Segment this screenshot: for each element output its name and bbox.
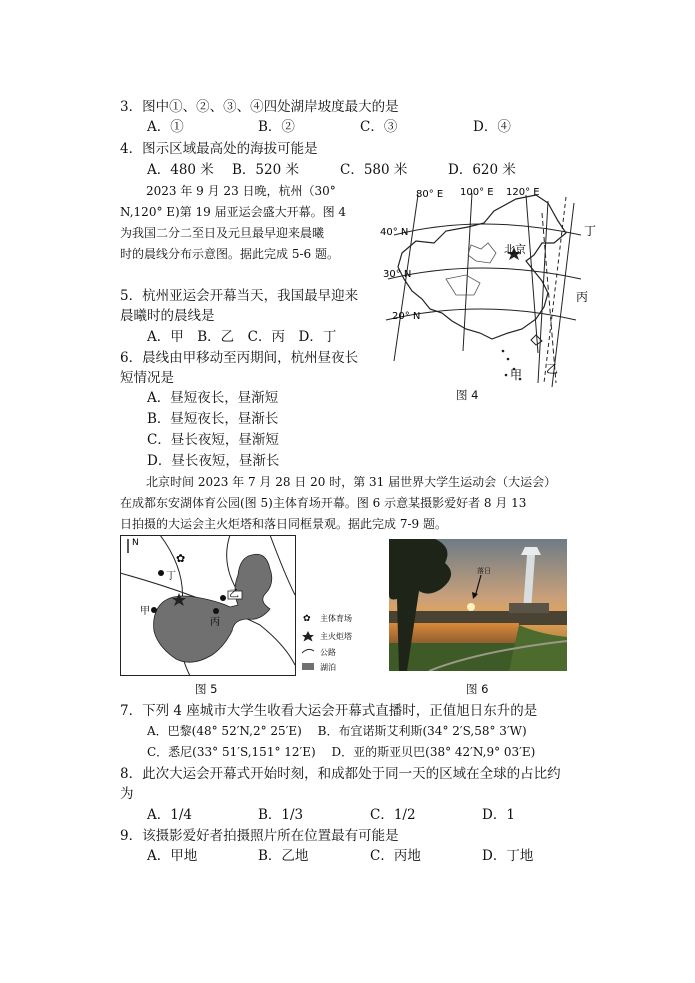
place-ding: 丁 [166, 571, 176, 582]
q5-stem-line1: 5．杭州亚运会开幕当天，我国最早迎来 [120, 288, 359, 304]
figure6-photo [389, 539, 567, 671]
lon-label-80: 80° E [416, 189, 444, 200]
q8-option-c: C．1/2 [370, 807, 416, 823]
q3-option-d: D．④ [473, 119, 511, 135]
figure6-caption: 图 6 [466, 682, 489, 696]
intro1-line2: N,120° E)第 19 届亚运会盛大开幕。图 4 [120, 205, 347, 219]
q7-stem: 7．下列 4 座城市大学生收看大运会开幕式直播时，正值旭日东升的是 [120, 703, 538, 719]
q9-option-b: B．乙地 [258, 848, 309, 864]
legend-lake-label: 湖泊 [320, 663, 336, 672]
q3-option-b: B．② [258, 119, 295, 135]
figure5-caption: 图 5 [195, 682, 218, 696]
q6-option-d: D．昼长夜短，昼渐长 [147, 453, 280, 469]
q6-option-c: C．昼长夜短，昼渐短 [147, 432, 279, 448]
q3-option-a: A．① [147, 119, 184, 135]
q7-options-cd: C．悉尼(33° 51′S,151° 12′E) D．亚的斯亚贝巴(38° 42′N,9° 03′E) [147, 745, 536, 759]
intro1-line4: 时的晨线分布示意图。据此完成 5-6 题。 [120, 247, 339, 261]
q8-option-d: D．1 [482, 807, 515, 823]
line-yi-label: 乙 [546, 362, 559, 376]
line-bing-label: 丙 [576, 290, 589, 304]
beijing-label: 北京 [504, 243, 526, 256]
intro2-line1: 北京时间 2023 年 7 月 28 日 20 时，第 31 届世界大学生运动会（大运会） [146, 475, 557, 489]
legend-stadium-label: 主体育场 [320, 614, 352, 623]
q4-stem: 4．图示区域最高处的海拔可能是 [120, 141, 318, 157]
q6-option-a: A．昼短夜长，昼渐短 [147, 390, 279, 406]
q7-options-ab: A．巴黎(48° 52′N,2° 25′E) B．布宜诺斯艾利斯(34° 2′S,58° 3′W) [147, 724, 527, 738]
q5-stem-line2: 晨曦时的晨线是 [120, 308, 215, 324]
q4-option-d: D．620 米 [448, 162, 516, 178]
q8-option-a: A．1/4 [147, 807, 192, 823]
lat-label-20: 20° N [392, 311, 421, 322]
legend-torch-label: 主火炬塔 [320, 632, 352, 641]
q8-option-b: B．1/3 [258, 807, 304, 823]
intro2-line2: 在成都东安湖体育公园(图 5)主体育场开幕。图 6 示意某摄影爱好者 8 月 13 [120, 496, 527, 510]
legend-road-icon [302, 649, 314, 653]
legend-torch-icon [302, 631, 314, 642]
figure5-map [120, 535, 380, 677]
legend-road-label: 公路 [320, 648, 336, 657]
lon-label-100: 100° E [460, 187, 494, 198]
china-outline [398, 195, 566, 339]
q6-stem-line2: 短情况是 [120, 370, 174, 386]
place-yi: 乙 [229, 589, 239, 600]
legend-stadium-icon: ✿ [303, 614, 311, 624]
q3-stem: 3．图中①、②、③、④四处湖岸坡度最大的是 [120, 99, 399, 115]
q9-option-a: A．甲地 [147, 848, 198, 864]
stadium-icon: ✿ [176, 552, 186, 565]
q6-stem-line1: 6．晨线由甲移动至丙期间，杭州昼夜长 [120, 350, 359, 366]
q6-option-b: B．昼短夜长，昼渐长 [147, 411, 279, 427]
q9-stem: 9．该摄影爱好者拍摄照片所在位置最有可能是 [120, 828, 399, 844]
q4-option-b: B．520 米 [232, 162, 299, 178]
place-jia: 甲 [140, 606, 150, 617]
figure4-map [376, 183, 598, 408]
q5-options: A．甲 B．乙 C．丙 D．丁 [147, 329, 337, 345]
q8-stem-line1: 8．此次大运会开幕式开始时刻，和成都处于同一天的区域在全球的占比约 [120, 766, 561, 782]
intro1-line1: 2023 年 9 月 23 日晚，杭州（30° [146, 184, 336, 198]
line-jia-label: 甲 [510, 368, 523, 382]
q4-option-a: A．480 米 [147, 162, 214, 178]
legend-lake-icon [302, 663, 314, 670]
intro1-line3: 为我国二分二至日及元旦最早迎来晨曦 [120, 226, 325, 240]
lon-label-120: 120° E [506, 187, 540, 198]
lat-label-30: 30° N [383, 269, 412, 280]
sunset-label: 落日 [477, 567, 491, 575]
q9-option-c: C．丙地 [370, 848, 421, 864]
place-bing: 丙 [210, 617, 220, 628]
intro2-line3: 日拍摄的大运会主火炬塔和落日同框景观。据此完成 7-9 题。 [120, 517, 447, 531]
q9-option-d: D．丁地 [482, 848, 534, 864]
north-label: N [132, 538, 139, 548]
q8-stem-line2: 为 [120, 786, 134, 802]
lat-label-40: 40° N [380, 227, 409, 238]
q3-option-c: C．③ [360, 119, 398, 135]
line-ding-label: 丁 [584, 224, 597, 238]
q4-option-c: C．580 米 [340, 162, 408, 178]
figure4-caption: 图 4 [456, 388, 479, 402]
